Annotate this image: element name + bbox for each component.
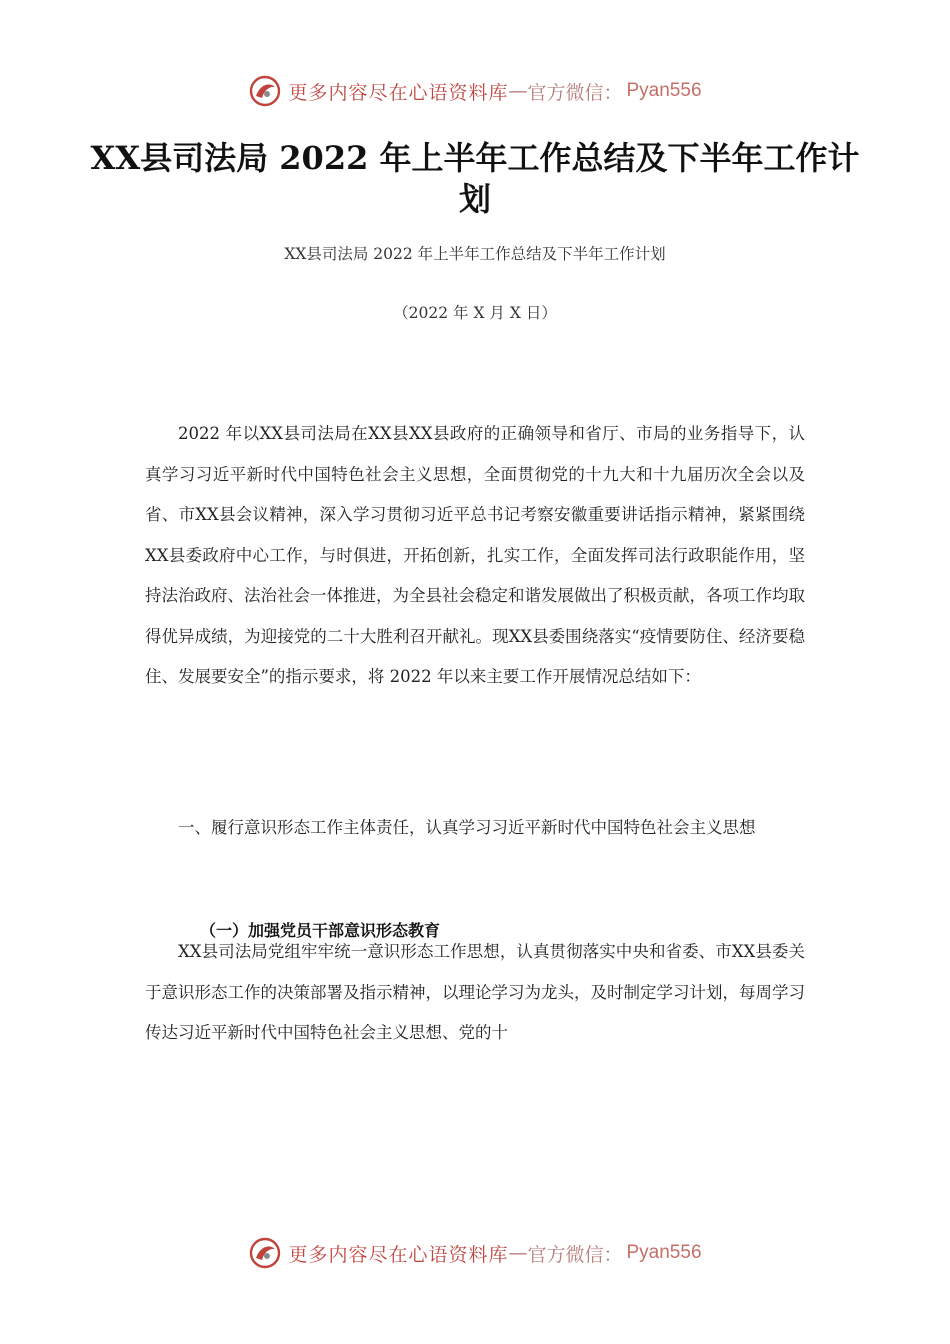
watermark-wechat-label: 官方微信：	[527, 1243, 623, 1266]
document-date: （2022 年 X 月 X 日）	[393, 304, 557, 322]
watermark-wechat-id: Pyan556	[626, 80, 702, 101]
brand-logo-icon	[248, 74, 282, 108]
watermark-brand: 更多内容尽在心语资料库	[288, 1243, 509, 1266]
brand-logo-icon	[248, 1236, 282, 1270]
body-paragraph-intro: 2022 年以XX县司法局在XX县XX县政府的正确领导和省厅、市局的业务指导下，认真学习习近平新时代中国特色社会主义思想，全面贯彻党的十九大和十九届历次全会以及省、市XX县会议精神，深入学习贯彻习近平总书记考察安徽重要讲话指示精神，紧紧围绕XX县委政府中心工作，与时俱进，开拓创新，扎实工作，全面发挥司法行政职能作用，坚持法治政府、法治社会一体推进，为全县社会稳定和谐发展做出了积极贡献，各项工作均取得优异成绩，为迎接党的二十大胜利召开献礼。现XX县委围绕落实“疫情要防住、经济要稳住、发展要安全”的指示要求，将 2022 年以来主要工作开展情况总结如下：	[145, 424, 805, 686]
document-subtitle: XX县司法局 2022 年上半年工作总结及下半年工作计划	[284, 245, 666, 263]
body-paragraph-section1: XX县司法局党组牢牢统一意识形态工作思想，认真贯彻落实中央和省委、市XX县委关于意识形态工作的决策部署及指示精神，以理论学习为龙头，及时制定学习计划，每周学习传达习近平新时代中国特色社会主义思想、党的十	[145, 942, 805, 1042]
watermark-separator: —	[508, 80, 528, 102]
watermark-separator: —	[508, 1242, 528, 1264]
watermark-brand: 更多内容尽在心语资料库	[288, 81, 509, 104]
section-heading-1: 一、履行意识形态工作主体责任，认真学习习近平新时代中国特色社会主义思想	[178, 818, 756, 837]
watermark-banner-top	[0, 74, 950, 108]
watermark-wechat-label: 官方微信：	[527, 81, 623, 104]
document-title: XX县司法局 2022 年上半年工作总结及下半年工作计划	[90, 139, 860, 218]
subsection-heading-1: （一）加强党员干部意识形态教育	[200, 921, 441, 940]
watermark-banner-bottom	[0, 1236, 950, 1270]
watermark-wechat-id: Pyan556	[626, 1242, 702, 1263]
